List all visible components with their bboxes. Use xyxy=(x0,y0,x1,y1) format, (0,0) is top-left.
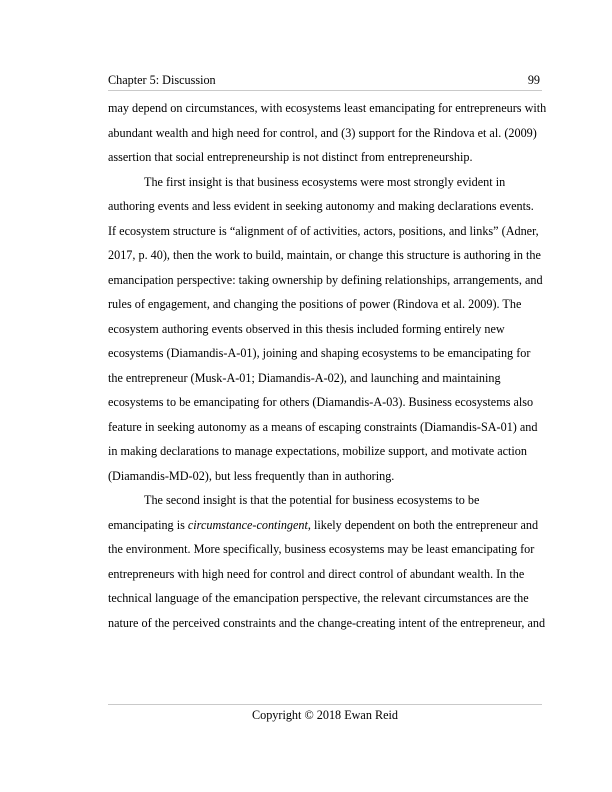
text-line: rules of engagement, and changing the positions of power (Rindova et al. 2009). The xyxy=(108,297,522,311)
chapter-title: Chapter 5: Discussion xyxy=(108,73,216,87)
body-text xyxy=(108,96,547,635)
text-line: technical language of the emancipation perspective, the relevant circumstances are the xyxy=(108,591,529,605)
text-line: the environment. More specifically, business ecosystems may be least emancipating for xyxy=(108,542,535,556)
text-line: in making declarations to manage expectations, mobilize support, and motivate action xyxy=(108,444,527,458)
paragraph-first-line: The first insight is that business ecosystems were most strongly evident in xyxy=(144,174,506,189)
text-line: abundant wealth and high need for control, and (3) support for the Rindova et al. (2009) xyxy=(108,125,537,140)
text-line: (Diamandis-MD-02), but less frequently than in authoring. xyxy=(108,468,395,483)
running-header xyxy=(108,71,542,89)
text-line: entrepreneurs with high need for control and direct control of abundant wealth. In the xyxy=(108,566,525,581)
text-line: assertion that social entrepreneurship is not distinct from entrepreneurship. xyxy=(108,150,473,164)
text-line: may depend on circumstances, with ecosystems least emancipating for entrepreneurs with xyxy=(108,101,547,115)
text-segment: , likely dependent on both the entrepreneur and xyxy=(307,517,539,532)
emphasis-text: circumstance-contingent xyxy=(187,517,308,532)
text-line: ecosystem authoring events observed in this thesis included forming entirely new xyxy=(108,321,505,336)
header-divider xyxy=(108,90,542,91)
text-line: ecosystems (Diamandis-A-01), joining and shaping ecosystems to be emancipating for xyxy=(108,346,531,360)
text-line: ecosystems to be emancipating for others (Diamandis-A-03). Business ecosystems also xyxy=(108,395,534,409)
text-line: nature of the perceived constraints and the change-creating intent of the entrepreneur, and xyxy=(108,615,546,630)
text-line: feature in seeking autonomy as a means of escaping constraints (Diamandis-SA-01) and xyxy=(108,419,538,434)
text-line: 2017, p. 40), then the work to build, maintain, or change this structure is authoring in the xyxy=(108,248,541,262)
text-line: the entrepreneur (Musk-A-01; Diamandis-A-02), and launching and maintaining xyxy=(108,370,501,385)
text-line: emancipation perspective: taking ownership by defining relationships, arrangements, and xyxy=(108,272,543,287)
copyright-footer: Copyright © 2018 Ewan Reid xyxy=(251,708,399,722)
text-line: If ecosystem structure is “alignment of of activities, actors, positions, and links” (Adner, xyxy=(108,223,539,238)
footer-divider xyxy=(108,704,542,705)
paragraph-first-line: The second insight is that the potential for business ecosystems to be xyxy=(144,493,480,507)
text-segment: emancipating is xyxy=(108,517,188,532)
text-line: authoring events and less evident in seeking autonomy and making declarations events. xyxy=(108,199,534,213)
page-number: 99 xyxy=(527,73,540,87)
text-line xyxy=(108,513,542,538)
